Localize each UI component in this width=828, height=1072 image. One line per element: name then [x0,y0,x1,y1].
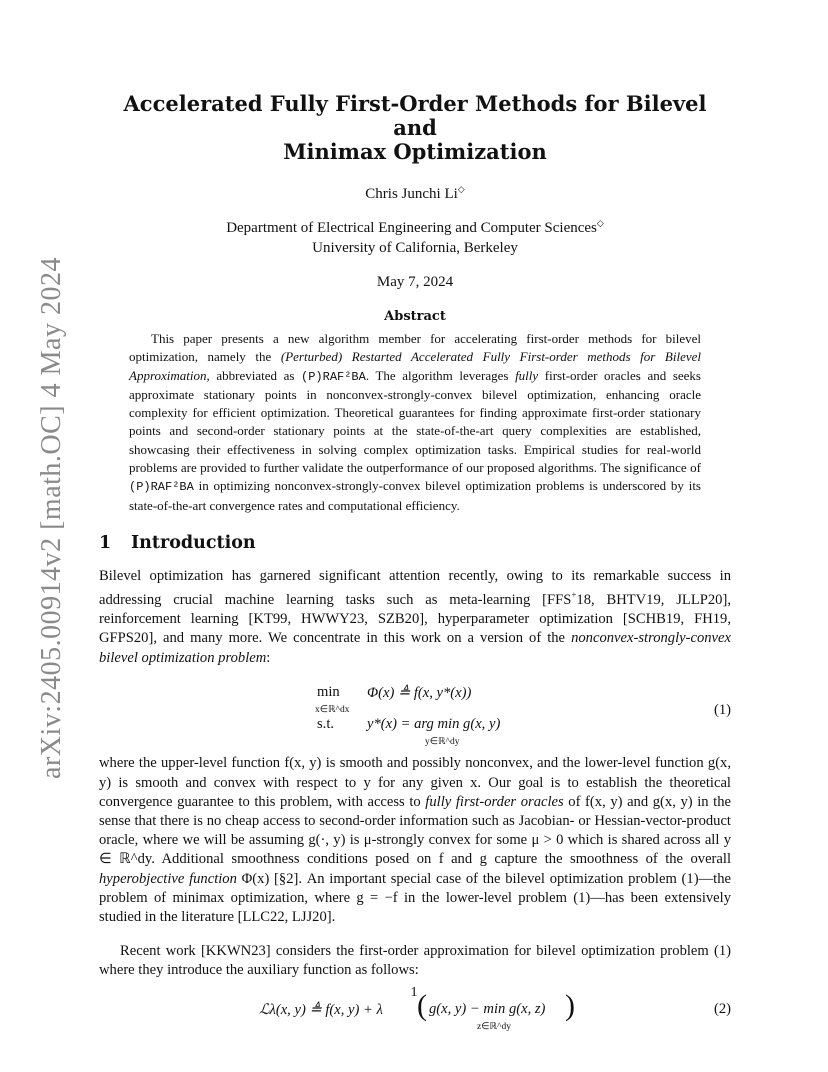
abstract-seg-4: first-order oracles and seeks approximate stationary points in nonconvex-strongly-convex bilevel optimization, enhancing oracle complexity for efficient optimization. Theoretical guarantees for finding approximate first-order stationary points and second-order stationary points at the state-of-the-art query complexities are established, showcasing their effectiveness in solving complex optimization tasks. Empirical studies for real-world problems are provided to further validate the outperformance of our proposed algorithms. The significance of [129,367,701,476]
abstract-method-name: (Perturbed) Restarted Accelerated Fully First-order methods for Bilevel Approximation [129,349,701,383]
affiliation [99,213,731,258]
intro-p1-seg-a: Bilevel optimization has garnered significant attention recently, owing to its remarkable success in addressing crucial machine learning tasks such as meta-learning [FFS [99,567,731,609]
affiliation-line-1: Department of Electrical Engineering and Computer Sciences [226,220,597,236]
algorithm-name-2: (P)RAF²BA [129,480,194,495]
eq1-constraint: y*(x) = arg min g(x, y) [367,716,501,733]
eq2-lhs: ℒλ(x, y) ≜ f(x, y) + λ [259,1001,383,1018]
eq1-argmin-subscript: y∈ℝ^dy [425,737,460,748]
intro-p1-seg-c: : [266,649,271,666]
intro-p2-seg-c: Φ(x) [§2]. An important special case of the bilevel optimization problem (1)—the problem of minimax optimization, where g = −f in the lower-level problem (1)—has been extensively studied in the literature [LLC22, LJJ20]. [99,870,731,926]
equation-1 [99,682,731,748]
eq1-min-subscript: x∈ℝ^dx [315,705,350,716]
abstract-seg-1: This paper presents a new algorithm member for accelerating first-order methods for bilevel optimization, namely the [129,331,701,365]
oracle-term: fully first-order oracles [425,793,564,810]
intro-p2-seg-b: of f(x, y) and g(x, y) in the sense that there is no cheap access to second-order information such as Jacobian- or Hessian-vector-product oracle, where we will be assuming g(·, y) is μ-strongly convex for some μ > 0 which is shared across all y ∈ ℝ^dy. Additional smoothness conditions posed on f and g capture the smoothness of the overall [99,793,732,868]
abstract-seg-2: , abbreviated as [206,367,302,383]
affiliation-line-2: University of California, Berkeley [312,240,518,256]
section-heading [99,533,731,553]
page-number: 1 [410,985,418,1000]
algorithm-name: (P)RAF²BA [301,369,366,384]
author-mark: ◇ [457,184,465,194]
section-title: Introduction [131,532,256,553]
citation-sup: + [571,590,577,601]
eq1-number: (1) [713,702,731,719]
abstract-text [129,330,701,515]
eq1-objective: Φ(x) ≜ f(x, y*(x)) [367,685,472,702]
eq2-min-subscript: z∈ℝ^dy [477,1021,511,1032]
eq1-min: min [317,684,340,701]
abstract-seg-3: . The algorithm leverages [365,367,516,383]
abstract-seg-5: in optimizing nonconvex-strongly-convex bilevel optimization problems is underscored by its state-of-the-art convergence rates and computational efficiency. [129,478,701,513]
author-name: Chris Junchi Li [365,186,458,202]
abstract-heading: Abstract [384,309,446,324]
paper-title [99,92,731,164]
author [99,184,731,203]
problem-name: nonconvex-strongly-convex bilevel optimization problem [99,630,731,666]
eq2-inner: g(x, y) − min g(x, z) [429,1000,546,1017]
intro-paragraph-2 [99,754,731,927]
section-number: 1 [99,532,112,553]
title-line-1: Accelerated Fully First-Order Methods for Bilevel and [123,91,707,140]
abstract-fully: fully [515,367,539,383]
equation-2 [99,988,731,1039]
intro-paragraph-1 [99,567,731,668]
intro-paragraph-3: Recent work [KKWN23] considers the first-order approximation for bilevel optimization problem (1) where they introduce the auxiliary function as follows: [99,942,731,979]
eq1-st: s.t. [317,716,335,733]
eq2-number: (2) [713,1000,731,1017]
paper-page [99,92,731,1039]
hyperobjective-term: hyperobjective function [99,870,237,887]
title-line-2: Minimax Optimization [283,139,547,164]
arxiv-identifier: arXiv:2405.00914v2 [math.OC] 4 May 2024 [36,257,67,779]
eq2-left-paren: ( [417,988,427,1022]
intro-p1-seg-b: 18, BHTV19, JLLP20], reinforcement learning [KT99, HWWY23, SZB20], hyperparameter optimization [SCHB19, FH19, GFPS20], and many more. We concentrate in this work on a version of the [99,592,731,647]
affiliation-mark: ◇ [596,218,604,228]
eq2-right-paren: ) [565,988,575,1022]
intro-p2-seg-a: where the upper-level function f(x, y) is smooth and possibly nonconvex, and the lower-level function g(x, y) is smooth and convex with respect to y for any given x. Our goal is to establish the theoretical convergence guarantee to this problem, with access to [99,755,731,810]
date: May 7, 2024 [376,274,454,290]
